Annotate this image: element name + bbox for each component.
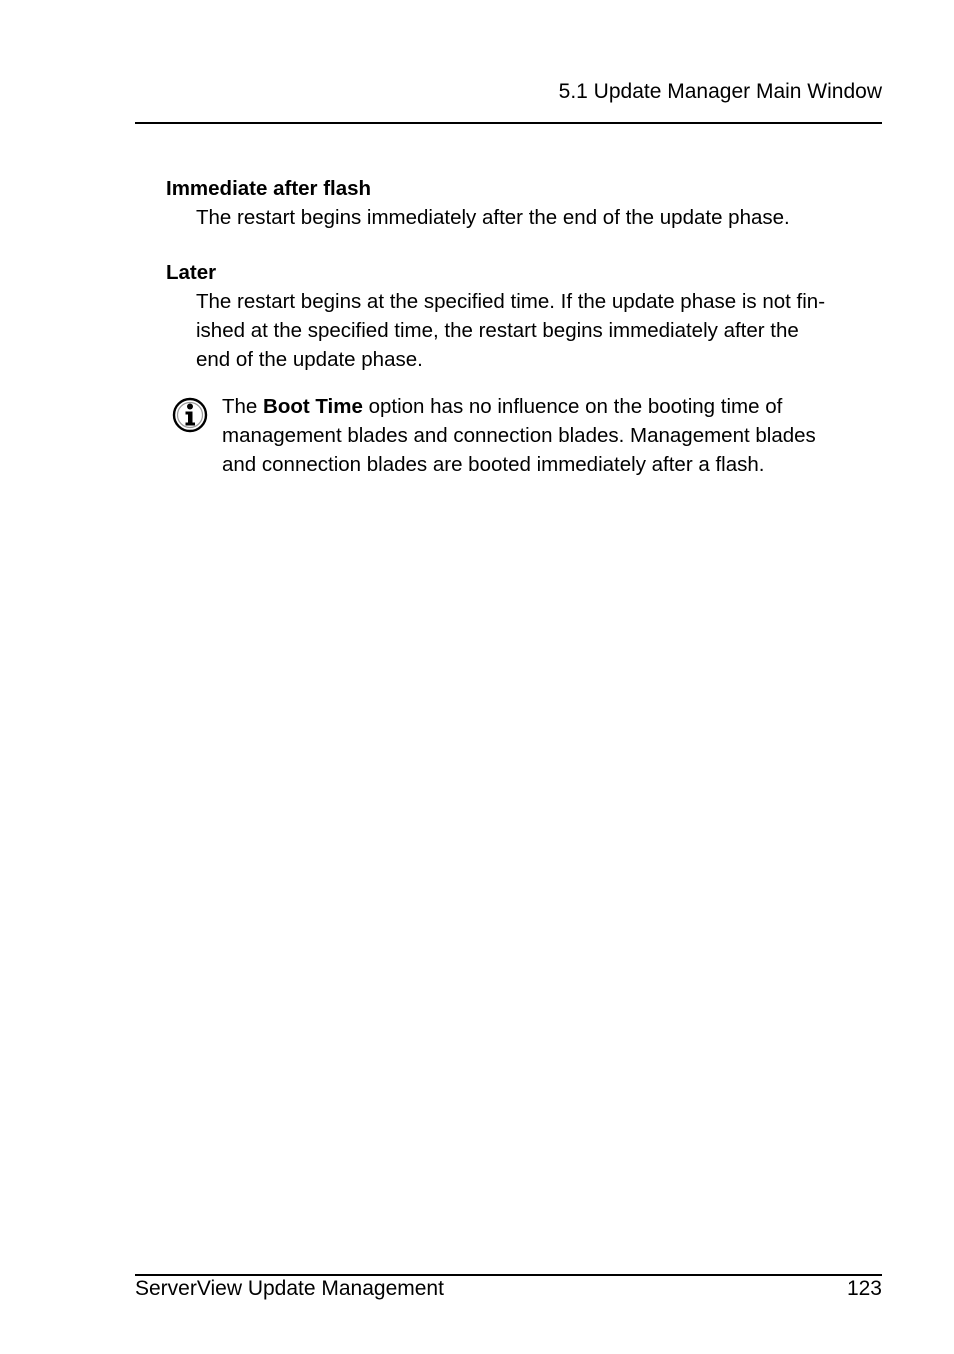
note-text-prefix: The [222, 395, 264, 418]
term-later: Later [166, 261, 217, 284]
page-number: 123 [846, 1277, 882, 1300]
description-line: end of the update phase. [196, 348, 423, 371]
header-rule [135, 122, 882, 124]
term-immediate-after-flash: Immediate after flash [166, 177, 372, 200]
note-text [222, 392, 872, 479]
note-text-suffix: option has no influence on the booting time of [362, 395, 783, 418]
description-line: ished at the specified time, the restart begins immediately after the [196, 319, 799, 342]
description-immediate-after-flash [196, 203, 876, 232]
footer-document-title: ServerView Update Management [135, 1277, 444, 1300]
description-line: The restart begins immediately after the end of the update phase. [196, 206, 790, 229]
section-title: 5.1 Update Manager Main Window [558, 80, 882, 103]
description-later [196, 287, 876, 374]
note-line: management blades and connection blades. Management blades [222, 424, 816, 447]
description-line: The restart begins at the specified time. If the update phase is not fin- [196, 290, 826, 313]
note-line: and connection blades are booted immediately after a flash. [222, 453, 765, 476]
boot-time-option-name: Boot Time [263, 395, 363, 418]
note-line [222, 392, 872, 421]
info-icon [171, 396, 209, 434]
